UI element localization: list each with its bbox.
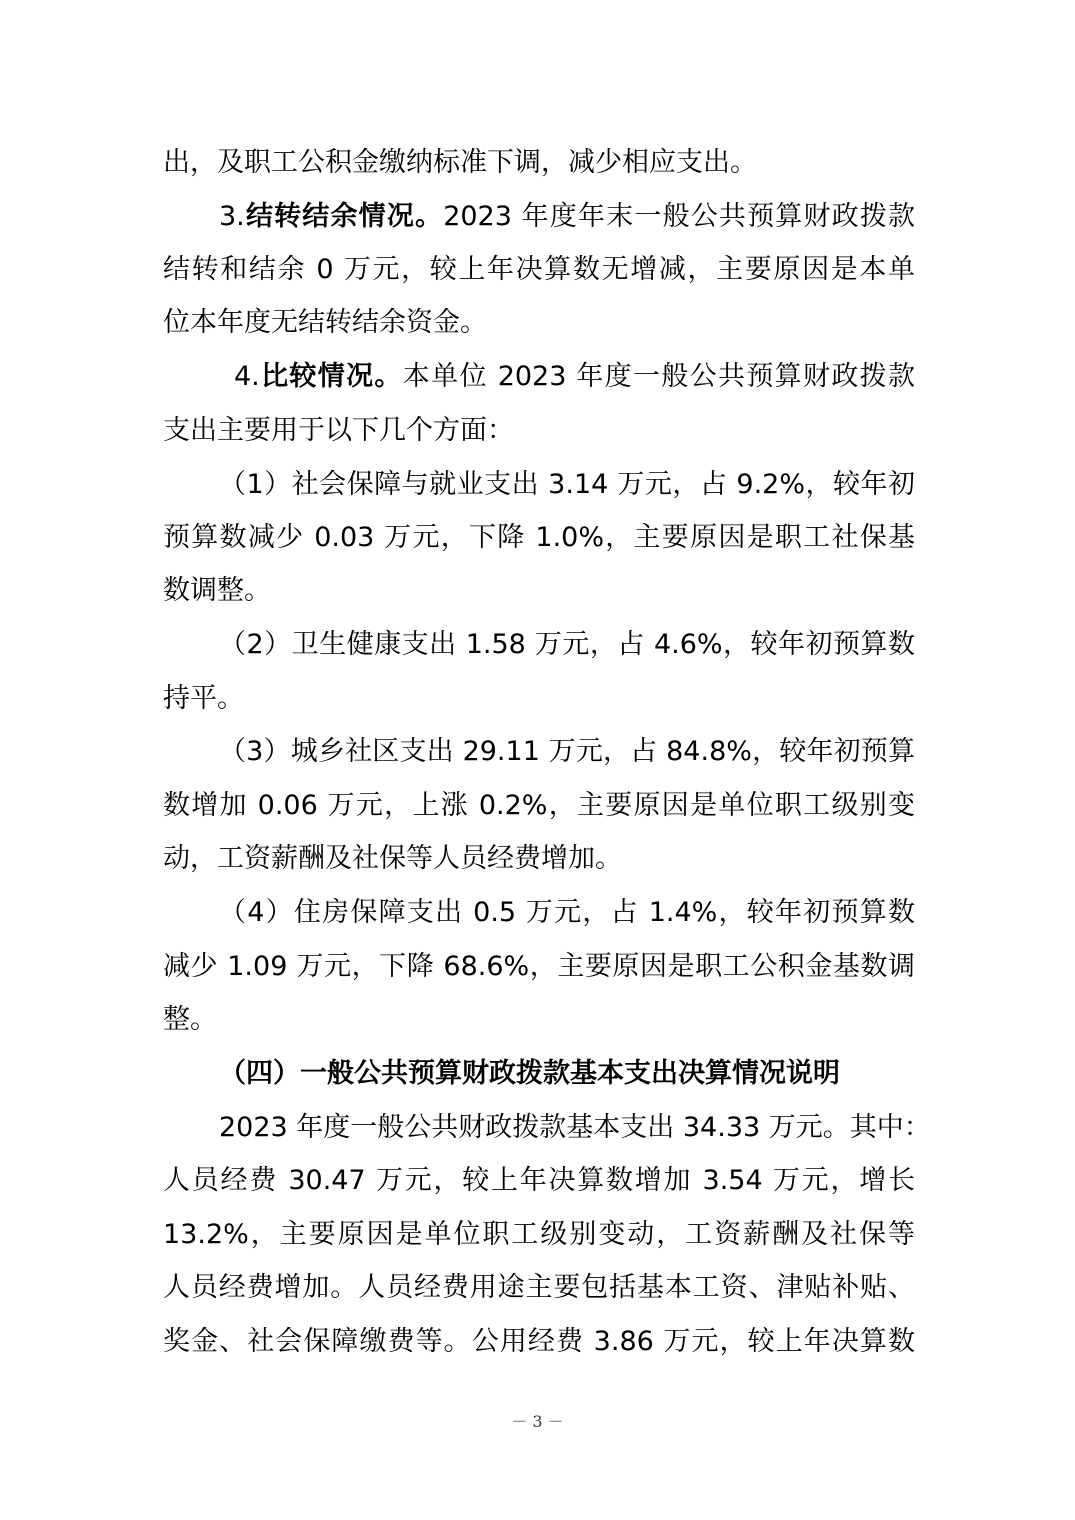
paragraph-line: （1）社会保障与就业支出 3.14 万元，占 9.2%，较年初	[219, 469, 915, 500]
paragraph-line: 数调整。	[163, 575, 271, 606]
paragraph-line: （4）住房保障支出 0.5 万元，占 1.4%，较年初预算数	[219, 897, 915, 928]
item-4-line	[234, 357, 915, 397]
paragraph-line: 2023 年度一般公共财政拨款基本支出 34.33 万元。其中：	[219, 1112, 931, 1143]
item-3-line	[219, 197, 915, 237]
item-4-heading: 比较情况。	[259, 361, 403, 392]
paragraph-line: 奖金、社会保障缴费等。公用经费 3.86 万元，较上年决算数	[163, 1326, 915, 1357]
page-number: － 3 －	[511, 1412, 564, 1431]
item-4-number: 4.	[234, 361, 260, 392]
paragraph-line: （2）卫生健康支出 1.58 万元，占 4.6%，较年初预算数	[219, 629, 915, 660]
paragraph-line: 出，及职工公积金缴纳标准下调，减少相应支出。	[163, 147, 757, 178]
paragraph-line: 持平。	[163, 683, 244, 714]
paragraph-line: （3）城乡社区支出 29.11 万元，占 84.8%，较年初预算	[219, 736, 915, 767]
item-3-text: 2023 年度年末一般公共预算财政拨款	[443, 201, 916, 232]
section-heading: （四）一般公共预算财政拨款基本支出决算情况说明	[219, 1058, 840, 1089]
paragraph-line: 13.2%，主要原因是单位职工级别变动，工资薪酬及社保等	[163, 1219, 915, 1250]
paragraph-line: 整。	[163, 1004, 217, 1035]
paragraph-line: 数增加 0.06 万元，上涨 0.2%，主要原因是单位职工级别变	[163, 790, 915, 821]
paragraph-line: 人员经费增加。人员经费用途主要包括基本工资、津贴补贴、	[163, 1272, 915, 1303]
paragraph-line: 结转和结余 0 万元，较上年决算数无增减，主要原因是本单	[163, 254, 915, 285]
paragraph-line: 支出主要用于以下几个方面：	[163, 415, 514, 446]
paragraph-line: 预算数减少 0.03 万元，下降 1.0%，主要原因是职工社保基	[163, 522, 915, 553]
paragraph-line: 人员经费 30.47 万元，较上年决算数增加 3.54 万元，增长	[163, 1165, 915, 1196]
paragraph-line: 位本年度无结转结余资金。	[163, 307, 487, 338]
item-3-number: 3.	[219, 201, 245, 232]
item-4-text: 本单位 2023 年度一般公共预算财政拨款	[402, 361, 915, 392]
item-3-heading: 结转结余情况。	[244, 201, 444, 232]
paragraph-line: 动，工资薪酬及社保等人员经费增加。	[163, 843, 622, 874]
paragraph-line: 减少 1.09 万元，下降 68.6%，主要原因是职工公积金基数调	[163, 951, 915, 982]
